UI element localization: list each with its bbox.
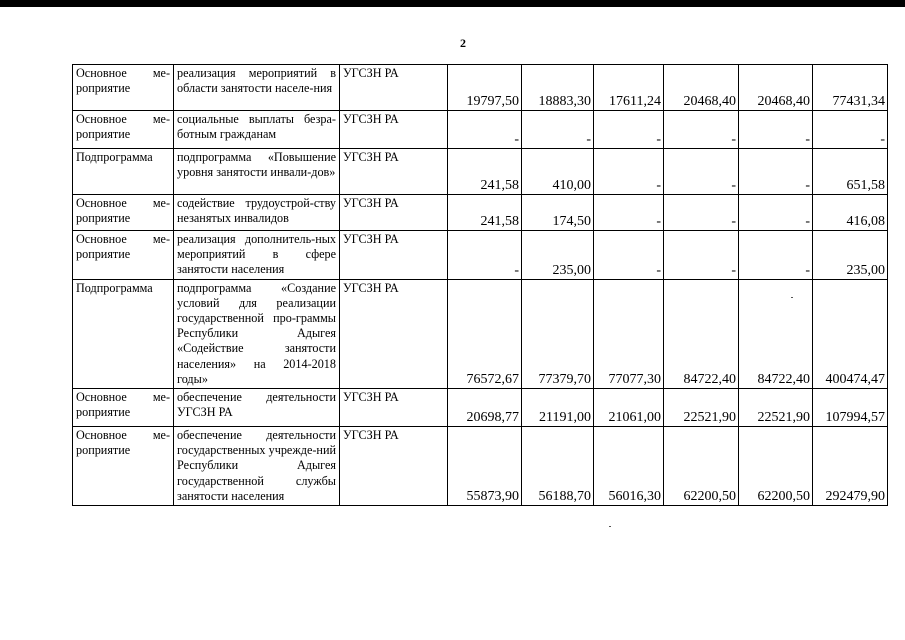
value-cell: - xyxy=(739,149,813,195)
row-executor: УГСЗН РА xyxy=(340,231,448,280)
row-type: Основное ме-роприятие xyxy=(73,65,174,111)
row-executor: УГСЗН РА xyxy=(340,195,448,231)
value-cell: - xyxy=(664,195,739,231)
value-cell: 62200,50 xyxy=(664,427,739,506)
row-executor: УГСЗН РА xyxy=(340,65,448,111)
value-cell: 20698,77 xyxy=(448,389,522,427)
value-cell: 56188,70 xyxy=(522,427,594,506)
table-row xyxy=(73,65,888,111)
value-cell: 410,00 xyxy=(522,149,594,195)
row-executor: УГСЗН РА xyxy=(340,427,448,506)
value-cell: - xyxy=(739,111,813,149)
value-cell: 76572,67 xyxy=(448,279,522,388)
row-executor: УГСЗН РА xyxy=(340,279,448,388)
row-type: Основное ме-роприятие xyxy=(73,195,174,231)
table-row xyxy=(73,111,888,149)
page-number: 2 xyxy=(460,36,466,50)
value-cell: 62200,50 xyxy=(739,427,813,506)
value-cell: 651,58 xyxy=(813,149,888,195)
value-cell: 18883,30 xyxy=(522,65,594,111)
value-cell: 19797,50 xyxy=(448,65,522,111)
row-type: Основное ме-роприятие xyxy=(73,111,174,149)
value-cell: 77379,70 xyxy=(522,279,594,388)
value-cell: 17611,24 xyxy=(594,65,664,111)
value-cell: 292479,90 xyxy=(813,427,888,506)
row-type: Подпрограмма xyxy=(73,149,174,195)
value-cell: - xyxy=(594,231,664,280)
row-type: Основное ме-роприятие xyxy=(73,389,174,427)
value-cell: 77431,34 xyxy=(813,65,888,111)
value-cell: 22521,90 xyxy=(664,389,739,427)
row-name: подпрограмма «Повышение уровня занятости инвали-дов» xyxy=(174,149,340,195)
value-cell: - xyxy=(664,111,739,149)
value-cell: - xyxy=(664,149,739,195)
value-cell: 400474,47 xyxy=(813,279,888,388)
value-cell: 235,00 xyxy=(522,231,594,280)
value-cell: - xyxy=(813,111,888,149)
row-name: обеспечение деятельности государственных учрежде-ний Республики Адыгея государственной службы занятости населения xyxy=(174,427,340,506)
scan-border xyxy=(0,0,905,7)
row-name: содействие трудоустрой-ству незанятых инвалидов xyxy=(174,195,340,231)
value-cell: - xyxy=(594,195,664,231)
row-executor: УГСЗН РА xyxy=(340,149,448,195)
table-row xyxy=(73,427,888,506)
value-cell: 84722,40 xyxy=(664,279,739,388)
row-name: реализация дополнитель-ных мероприятий в сфере занятости населения xyxy=(174,231,340,280)
value-cell: - xyxy=(739,195,813,231)
scan-speck xyxy=(791,297,793,298)
value-cell: 107994,57 xyxy=(813,389,888,427)
row-executor: УГСЗН РА xyxy=(340,111,448,149)
value-cell: - xyxy=(664,231,739,280)
value-cell: - xyxy=(594,149,664,195)
value-cell: 20468,40 xyxy=(664,65,739,111)
value-cell: 55873,90 xyxy=(448,427,522,506)
program-table xyxy=(72,64,888,506)
table-row xyxy=(73,231,888,280)
value-cell: - xyxy=(448,231,522,280)
value-cell: 77077,30 xyxy=(594,279,664,388)
table-row xyxy=(73,389,888,427)
value-cell: 21061,00 xyxy=(594,389,664,427)
table-row xyxy=(73,195,888,231)
row-type: Основное ме-роприятие xyxy=(73,231,174,280)
row-type: Основное ме-роприятие xyxy=(73,427,174,506)
value-cell: 235,00 xyxy=(813,231,888,280)
value-cell: 21191,00 xyxy=(522,389,594,427)
value-cell: 84722,40 xyxy=(739,279,813,388)
value-cell: 174,50 xyxy=(522,195,594,231)
value-cell: 416,08 xyxy=(813,195,888,231)
table-row xyxy=(73,279,888,388)
value-cell: 20468,40 xyxy=(739,65,813,111)
value-cell: 241,58 xyxy=(448,149,522,195)
row-executor: УГСЗН РА xyxy=(340,389,448,427)
row-name: подпрограмма «Создание условий для реализации государственной про-граммы Республики Адыгея «Содействие занятости населения» на 2014-2018 годы» xyxy=(174,279,340,388)
row-type: Подпрограмма xyxy=(73,279,174,388)
row-name: обеспечение деятельности УГСЗН РА xyxy=(174,389,340,427)
value-cell: - xyxy=(448,111,522,149)
value-cell: 241,58 xyxy=(448,195,522,231)
value-cell: 22521,90 xyxy=(739,389,813,427)
value-cell: - xyxy=(739,231,813,280)
value-cell: 56016,30 xyxy=(594,427,664,506)
value-cell: - xyxy=(594,111,664,149)
scan-speck xyxy=(609,526,611,527)
row-name: социальные выплаты безра-ботным гражданам xyxy=(174,111,340,149)
table-row xyxy=(73,149,888,195)
row-name: реализация мероприятий в области занятости населе-ния xyxy=(174,65,340,111)
value-cell: - xyxy=(522,111,594,149)
